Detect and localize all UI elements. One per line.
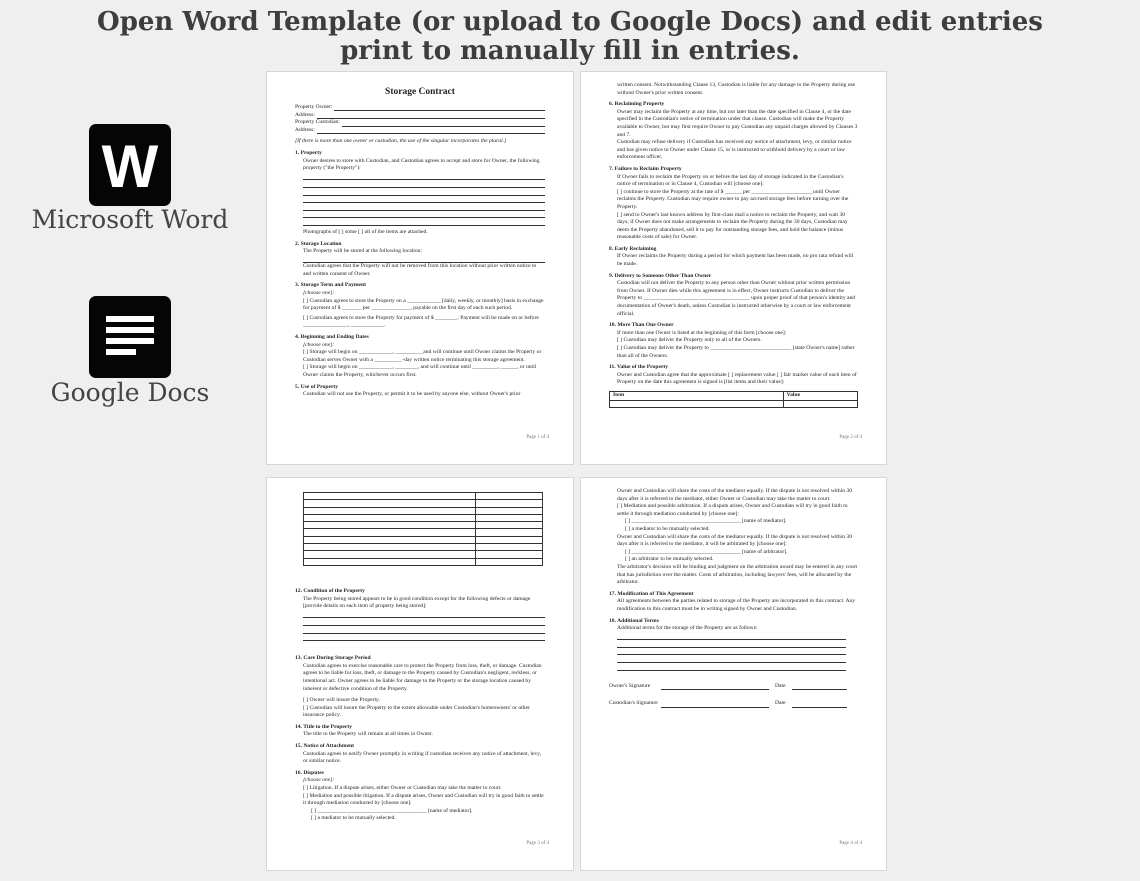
- section-text: All agreements between the parties related to storage of the Property are incorporated in this contract. Any modification to this contract must be in writing signed by Owner and Custodian.: [617, 598, 856, 612]
- option-text: [ ] a mediator to be mutually selected.: [311, 815, 396, 822]
- google-docs-label: Google Docs: [50, 378, 210, 407]
- field-label: Property Custodian:: [295, 119, 340, 126]
- value-table-continued: [303, 492, 543, 566]
- section-text: Owner and Custodian will share the costs of the mediator equally. If the dispute is not resolved within 30 days after it is referred to the mediator, either Owner or Custodian may take the matter to court.: [617, 488, 852, 502]
- section-text: If Owner fails to reclaim the Property on or before the last day of storage indicated in the Custodian's notice of termination or in Clause 4, Custodian will [choose one]:: [617, 173, 844, 188]
- section-heading: 17. Modification of This Agreement: [609, 590, 694, 597]
- section-text: The Property being stored appears to be in good condition except for the following defects or damage [provide details on each item of property being stored]:: [303, 595, 531, 610]
- option-text: [ ] Owner will insure the Property.: [303, 697, 380, 704]
- document-page-1: [266, 71, 574, 465]
- section-text: Custodian agrees to notify Owner promptly in writing if custodian receives any notice of attachment, levy, or similar notice.: [303, 750, 542, 765]
- svg-text:W: W: [101, 133, 159, 200]
- section-heading: 3. Storage Term and Payment: [295, 282, 367, 289]
- document-page-2: [580, 71, 887, 465]
- table-header-value: Value: [783, 391, 857, 400]
- value-table: [609, 391, 858, 408]
- section-text: Owner desires to store with Custodian, and Custodian agrees to accept and store for Owner, the following property ("the Property"):: [303, 157, 540, 172]
- option-text: [ ] Custodian may deliver the Property to _____________________________ [state Owner's name] rather than all of the Owners.: [617, 345, 855, 359]
- section-heading: 10. More Than One Owner: [609, 322, 674, 329]
- option-text: [ ] Litigation. If a dispute arises, either Owner or Custodian may take the matter to court.: [303, 785, 502, 792]
- choose-one: [choose one]:: [303, 341, 335, 348]
- custodian-signature-row: [609, 700, 858, 708]
- headline-line-2: print to manually fill in entries.: [340, 36, 800, 66]
- section-heading: 2. Storage Location: [295, 240, 342, 247]
- section-text: Owner and Custodian will share the costs of the mediator equally. If the dispute is not resolved within 30 days after it is referred to the mediator, it will be arbitrated by [choose one]:: [617, 533, 852, 548]
- field-row: [295, 104, 545, 112]
- field-row: [295, 127, 545, 135]
- option-text: [ ] send to Owner's last known address by first-class mail a notice to reclaim the Property, and wait 30 days; if Owner does not make arrangements to reclaim the Property during the 30 days, Custodian may deem the Property abandoned, sell it to pay for outstanding storage fees, and hold the balance (minus reasonable costs of sale) for Owner.: [617, 211, 848, 241]
- field-row: [295, 119, 545, 127]
- section-heading: 12. Condition of the Property: [295, 587, 365, 594]
- page-number: Page 2 of 4: [839, 435, 862, 441]
- section-text: Owner and Custodian agree that the approximate [ ] replacement value [ ] fair market value of each item of Property on the date this agreement is signed is [list items and their value]:: [617, 371, 857, 386]
- field-row: [295, 112, 545, 120]
- microsoft-word-icon: [89, 124, 171, 206]
- field-label: Address:: [295, 126, 315, 133]
- option-text: [ ] continue to store the Property at the rate of $ ______ per ______________________until Owner reclaims the Property. Custodian may require owner to pay accrued storage fees before turning over the Property.: [617, 188, 849, 210]
- section-heading: 5. Use of Property: [295, 383, 339, 390]
- field-label: Property Owner:: [295, 104, 333, 110]
- section-text: Owner may reclaim the Property at any time, but not later than the date specified in Clause 4, or the date specified in the Custodian's notice of termination under that clause. Custodian will make the Property available to Owner, but may first require Owner to pay Custodian any unpaid charges allowed by Clauses 3 and 7.: [617, 108, 858, 138]
- page-number: Page 3 of 4: [526, 841, 549, 847]
- document-title: Storage Contract: [385, 87, 455, 97]
- page-number: Page 4 of 4: [839, 841, 862, 847]
- section-text: Custodian will not use the Property, or permit it to be used by anyone else, without Owner's prior: [303, 391, 521, 398]
- section-text: The title to the Property will remain at all times in Owner.: [303, 731, 433, 738]
- owner-signature-label: Owner's Signature: [609, 682, 651, 689]
- option-text: [ ] Custodian agrees to store the Property on a ____________ [daily, weekly, or monthly] basis in exchange for payment of $ _______ per ______________, payable on the first day of each such period.: [303, 297, 544, 312]
- section-text: Custodian agrees that the Property will not be removed from this location without prior written notice to and written consent of Owner.: [303, 263, 537, 277]
- field-label: Address:: [295, 111, 315, 118]
- section-text: The arbitrator's decision will be binding and judgment on the arbitration award may be entered in any court that has jurisdiction over the matter. Costs of arbitration, including lawyers' fees, will be allocated by the arbitrator.: [617, 563, 858, 586]
- section-text: Custodian agrees to exercise reasonable care to protect the Property from loss, theft, or damage. Custodian agrees to be liable for loss, theft, or damage to the Property caused by Custodian's negligent, reckless, or intentional act. Owner agrees to be liable for damage to the Property or the storage location caused by inherent or defective condition of the Property.: [303, 662, 542, 692]
- custodian-signature-label: Custodian's Signature: [609, 700, 658, 707]
- section-heading: 8. Early Reclaiming: [609, 245, 657, 252]
- option-text: [ ] Mediation and possible litigation. If a dispute arises, Owner and Custodian will try in good faith to settle it through mediation conducted by [choose one]:: [303, 792, 544, 807]
- section-heading: 13. Care During Storage Period: [295, 655, 371, 662]
- section-text: Additional terms for the storage of the Property are as follows:: [617, 625, 758, 632]
- section-heading: 7. Failure to Reclaim Property: [609, 165, 682, 172]
- headline-line-1: Open Word Template (or upload to Google Docs) and edit entries: [97, 7, 1043, 37]
- date-label: Date: [775, 682, 786, 689]
- document-page-3: [266, 477, 574, 871]
- owner-signature-row: [609, 683, 858, 691]
- section-text: Photographs of [ ] some [ ] all of the items are attached.: [303, 228, 428, 235]
- section-heading: 14. Title to the Property: [295, 723, 353, 730]
- page-number: Page 1 of 4: [526, 435, 549, 441]
- plural-note: [If there is more than one owner or custodian, the use of the singular incorporates the plural.]: [295, 138, 507, 145]
- option-text: [ ] _______________________________________ [name of mediator].: [625, 518, 787, 525]
- section-text: If Owner reclaims the Property during a period for which payment has been made, no pro rata refund will be made.: [617, 253, 854, 268]
- option-text: [ ] a mediator to be mutually selected.: [625, 525, 710, 532]
- option-text: [ ] Custodian may deliver the Property only to all of the Owners.: [617, 337, 762, 344]
- section-heading: 15. Notice of Attachment: [295, 743, 355, 750]
- table-header-item: Item: [610, 391, 784, 400]
- headline: [0, 8, 1140, 66]
- section-text: Custodian will not deliver the Property to any person other than Owner without prior written permission from Owner. If Owner dies while this agreement is in effect, Owner instructs Custodian to deliver the Property to ______________________________________ upon proper proof of that person's identity and documentation of Owner's death, unless Custodian is instructed otherwise by a court or law enforcement official.: [617, 280, 856, 317]
- option-text: [ ] _______________________________________ [name of arbitrator].: [625, 548, 788, 555]
- section-heading: 11. Value of the Property: [609, 364, 669, 371]
- option-text: [ ] Storage will begin on ____________, __________and will continue until Owner claims the Property or Custodian serves Owner with a __________-day written notice terminating this storage agreement.: [303, 349, 542, 363]
- option-text: [ ] Storage will begin on ____________, ________, and will continue until _________, ______, or until Owner claims the Property, whichever occurs first.: [303, 364, 537, 378]
- section-heading: 9. Delivery to Someone Other Than Owner: [609, 272, 712, 279]
- document-page-4: [580, 477, 887, 871]
- option-text: [ ] an arbitrator to be mutually selected.: [625, 556, 714, 563]
- section-text: If more than one Owner is listed at the beginning of this form [choose one]:: [617, 329, 787, 336]
- option-text: [ ] Custodian agrees to store the Property for payment of $ ________. Payment will be made on or before ________________, ____________.: [303, 314, 539, 329]
- date-label: Date: [775, 700, 786, 707]
- section-text: Custodian may refuse delivery if Custodian has received any notice of attachment, levy, or similar notice and has given notice to Owner under Clause 15, or is instructed to withhold delivery by a court or law enforcement officer.: [617, 139, 852, 161]
- section-text: written consent. Notwithstanding Clause 13, Custodian is liable for any damage to the Property during use without Owner's prior written consent.: [617, 82, 856, 96]
- section-heading: 16. Disputes: [295, 769, 324, 776]
- option-text: [ ] Custodian will insure the Property to the extent allowable under Custodian's homeowners' or other insurance policy.: [303, 704, 530, 719]
- section-heading: 18. Additional Terms: [609, 617, 659, 624]
- section-heading: 6. Reclaiming Property: [609, 101, 665, 108]
- section-heading: 1. Property: [295, 149, 322, 156]
- choose-one: [choose one]:: [303, 777, 335, 784]
- microsoft-word-label: Microsoft Word: [31, 205, 229, 234]
- option-text: [ ] _______________________________________ [name of mediator].: [311, 807, 473, 814]
- section-heading: 4. Beginning and Ending Dates: [295, 334, 369, 341]
- google-docs-icon: [89, 296, 171, 378]
- choose-one: [choose one]:: [303, 290, 335, 297]
- option-text: [ ] Mediation and possible arbitration. If a dispute arises, Owner and Custodian will try in good faith to settle it through mediation conducted by [choose one]:: [617, 503, 848, 517]
- section-text: The Property will be stored at the following location:: [303, 248, 422, 255]
